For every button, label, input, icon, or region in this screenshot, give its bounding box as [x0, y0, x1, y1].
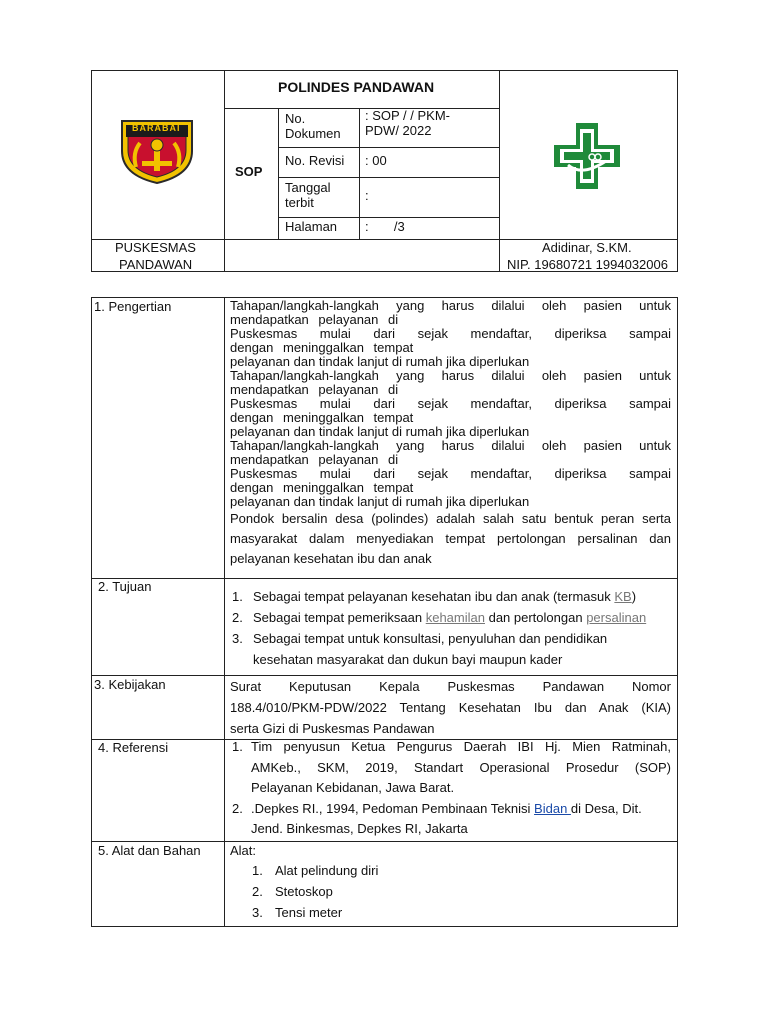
header-table [91, 70, 678, 272]
list-item: 1. Tim penyusun Ketua Pengurus Daerah IBI Hj. Mien Ratminah, AMKeb., SKM, 2019, Standart Operasional Prosedur (SOP) Pelayanan Kebidanan, Jawa Barat. [232, 739, 671, 795]
barabai-logo-text: BARABAI [132, 123, 181, 133]
header-title: POLINDES PANDAWAN [278, 79, 435, 95]
halaman-value: : /3 [365, 219, 405, 234]
no-revisi-value: : 00 [365, 153, 387, 168]
section-label-tujuan: 2. Tujuan [98, 579, 152, 594]
kebijakan-text: Surat Keputusan Kepala Puskesmas Pandawan Nomor 188.4/010/PKM-PDW/2022 Tentang Kesehatan Ibu dan Anak (KIA) serta Gizi di Puskesmas Pandawan [230, 679, 671, 736]
list-item: 2. Sebagai tempat pemeriksaan kehamilan dan pertolongan persalinan [232, 610, 647, 625]
puskesmas-logo [552, 121, 622, 191]
alat-list [252, 860, 378, 923]
section-label-kebijakan: 3. Kebijakan [94, 677, 166, 692]
sop-label: SOP [235, 164, 263, 179]
section-label-alat: 5. Alat dan Bahan [98, 843, 201, 858]
puskesmas-name-1: PUSKESMAS [115, 240, 196, 255]
kehamilan-link[interactable]: kehamilan [425, 610, 485, 625]
list-item: 1. Alat pelindung diri [252, 863, 379, 878]
list-item: 3. Sebagai tempat untuk konsultasi, penyuluhan dan pendidikan [232, 631, 608, 646]
list-item: 2. Stetoskop [252, 884, 333, 899]
list-item: 1. Sebagai tempat pelayanan kesehatan ibu dan anak (termasuk KB) [232, 589, 637, 604]
persalinan-link[interactable]: persalinan [586, 610, 647, 625]
list-item: 2. .Depkes RI., 1994, Pedoman Pembinaan Teknisi Bidan di Desa, Dit. Jend. Binkesmas, Depkes RI, Jakarta [232, 800, 642, 836]
no-dokumen-value-1: : SOP / / PKM- [365, 108, 451, 123]
tanggal-terbit-label-1: Tanggal [285, 180, 331, 195]
no-dokumen-label-1: No. [285, 111, 306, 126]
pengertian-text: Tahapan/langkah-langkah yang harus dilalui oleh pasien untuk mendapatkan pelayanan di Puskesmas mulai dari sejak mendaftar, diperiksa sampai dengan meninggalkan tempat pelayanan dan tindak lanjut di rumah jika diperlukan Tahapan/langkah-langkah yang harus dilalui oleh pasien untuk mendapatkan pelayanan di Puskesmas mulai dari sejak mendaftar, diperiksa sampai dengan meninggalkan tempat pelayanan dan tindak lanjut di rumah jika diperlukan Tahapan/langkah-langkah yang harus dilalui oleh pasien untuk mendapatkan pelayanan di Puskesmas mulai dari sejak mendaftar, diperiksa sampai dengan meninggalkan tempat pelayanan dan tindak lanjut di rumah jika diperlukan Pondok bersalin desa (polindes) adalah salah satu bentuk peran serta masyarakat dalam menyediakan tempat pertolongan persalinan dan pelayanan kesehatan ibu dan anak [230, 298, 671, 566]
sop-body-table [91, 297, 678, 927]
bidan-link[interactable]: Bidan [534, 800, 571, 816]
tujuan-list [230, 586, 671, 670]
signatory-name: Adidinar, S.KM. [542, 240, 632, 255]
referensi-list [230, 737, 671, 840]
alat-heading: Alat: [230, 843, 257, 858]
list-item: kesehatan masyarakat dan dukun bayi maupun kader [253, 652, 563, 667]
no-dokumen-label-2: Dokumen [285, 126, 341, 141]
list-item: 3. Tensi meter [252, 905, 343, 920]
barabai-logo [118, 117, 196, 185]
halaman-label: Halaman [285, 219, 338, 234]
puskesmas-name-2: PANDAWAN [119, 257, 193, 272]
no-dokumen-value-2: PDW/ 2022 [365, 123, 432, 138]
signatory-nip: NIP. 19680721 1994032006 [507, 257, 668, 272]
section-label-referensi: 4. Referensi [98, 740, 169, 755]
kb-link[interactable]: KB [614, 589, 632, 604]
no-revisi-label: No. Revisi [285, 153, 345, 168]
tanggal-terbit-value: : [365, 188, 369, 203]
tanggal-terbit-label-2: terbit [285, 195, 314, 210]
section-label-pengertian: 1. Pengertian [94, 299, 172, 314]
